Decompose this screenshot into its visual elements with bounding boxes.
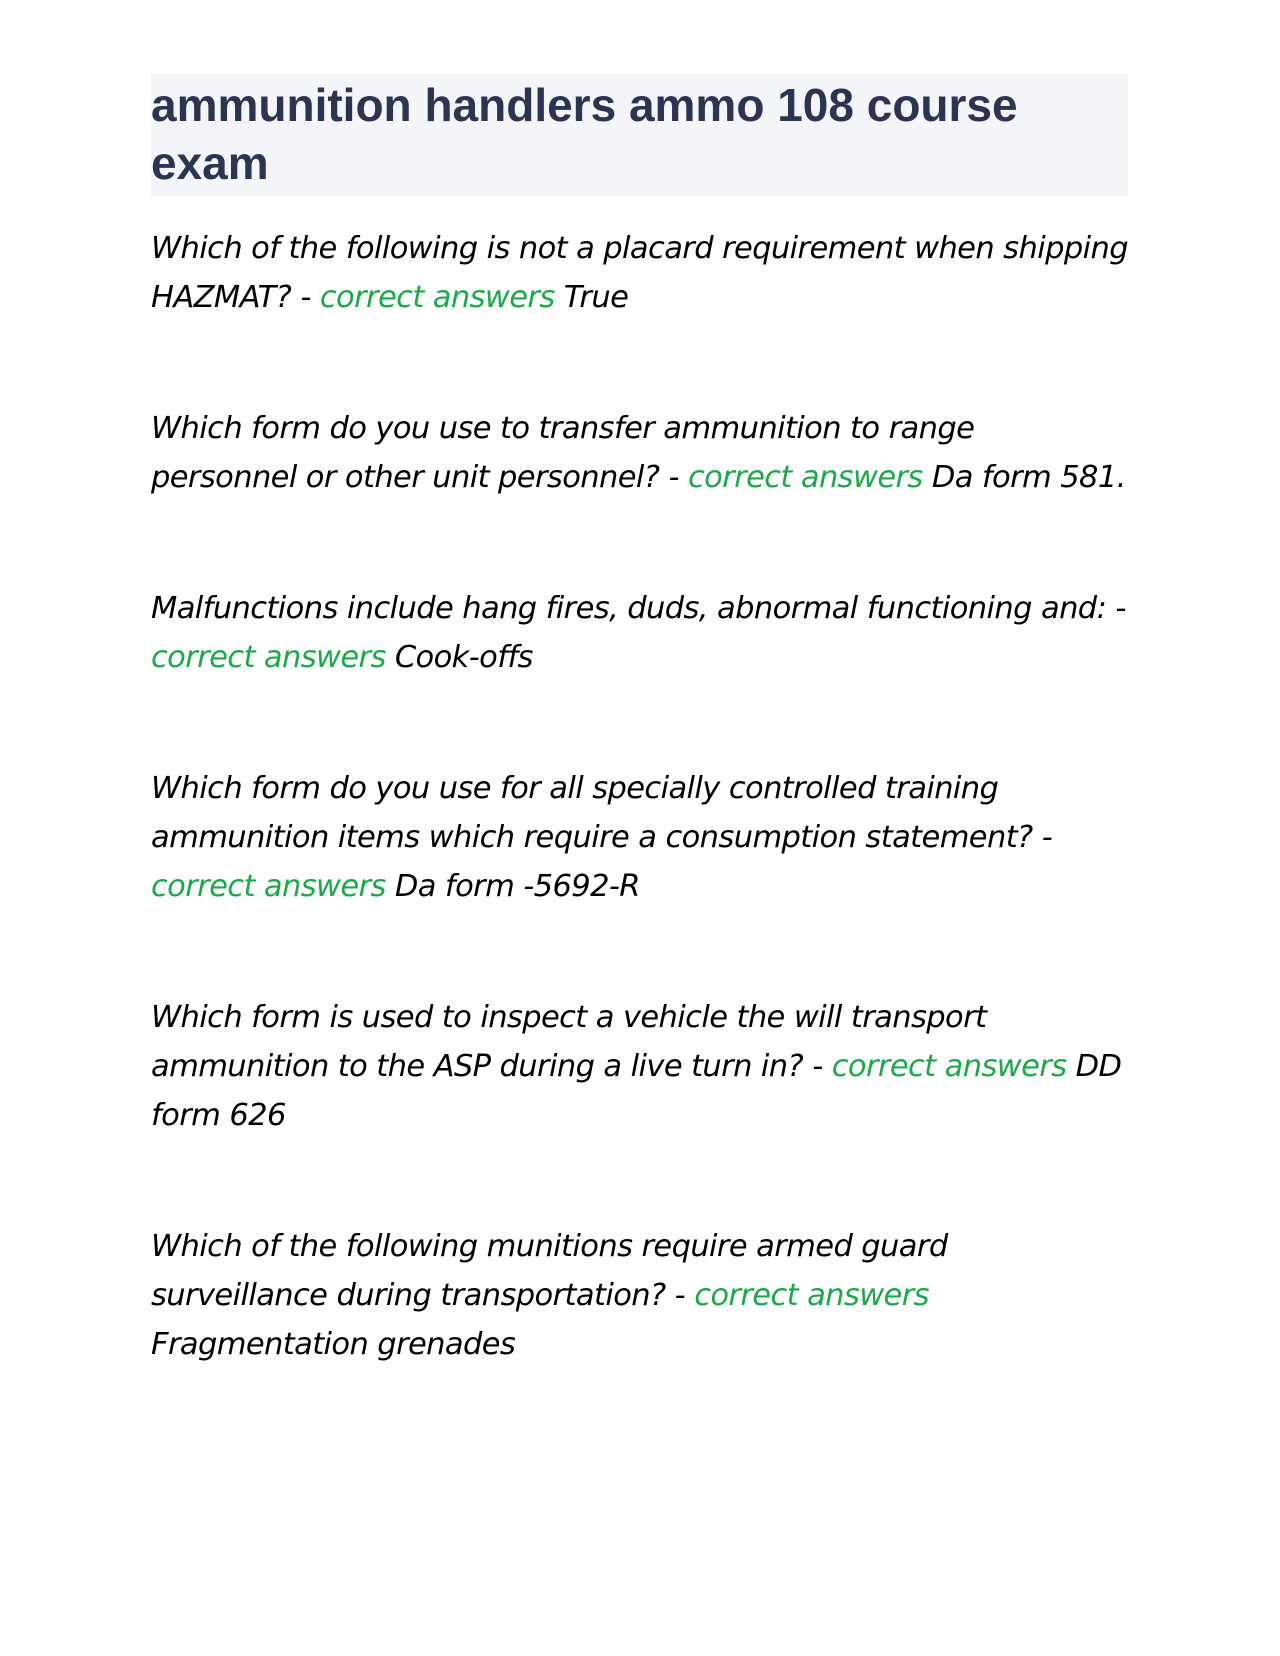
separator: -	[291, 280, 320, 315]
separator: -	[665, 1278, 695, 1313]
qa-item	[151, 584, 1128, 682]
qa-item	[151, 404, 1128, 502]
question-text: Which form is used to inspect a vehicle the will transport ammunition to the ASP during a live turn in?	[151, 1000, 987, 1084]
answer-label: correct answers	[694, 1278, 929, 1313]
question-text: Which form do you use for all specially controlled training ammunition items which require a consumption statement?	[151, 771, 1033, 855]
answer-label: correct answers	[831, 1049, 1067, 1084]
title-banner	[151, 74, 1128, 196]
answer-text: Fragmentation grenades	[151, 1327, 516, 1362]
question-text: Which form do you use to transfer ammunition to range personnel or other unit personnel?	[151, 411, 975, 495]
page-title: ammunition handlers ammo 108 course exam	[151, 79, 1018, 189]
answer-text: Da form 581.	[931, 460, 1126, 495]
qa-item	[151, 1222, 1128, 1369]
answer-label: correct answers	[687, 460, 923, 495]
document-page	[151, 74, 1128, 1369]
answer-text: Cook-offs	[394, 640, 533, 675]
separator: -	[1032, 820, 1053, 855]
separator: -	[803, 1049, 832, 1084]
answer-label: correct answers	[151, 869, 386, 904]
answer-label: correct answers	[319, 280, 555, 315]
answer-label: correct answers	[151, 640, 386, 675]
answer-text: True	[563, 280, 629, 315]
answer-text: DD form 626	[151, 1049, 1122, 1133]
separator: -	[659, 460, 688, 495]
question-text: Malfunctions include hang fires, duds, abnormal functioning and:	[151, 591, 1107, 626]
question-text: Which of the following is not a placard requirement when shipping HAZMAT?	[151, 231, 1128, 315]
question-text: Which of the following munitions require armed guard surveillance during transportation?	[151, 1229, 948, 1313]
qa-item	[151, 993, 1128, 1140]
separator: -	[1106, 591, 1126, 626]
answer-text: Da form -5692-R	[394, 869, 640, 904]
qa-item	[151, 764, 1128, 911]
qa-item	[151, 224, 1128, 322]
